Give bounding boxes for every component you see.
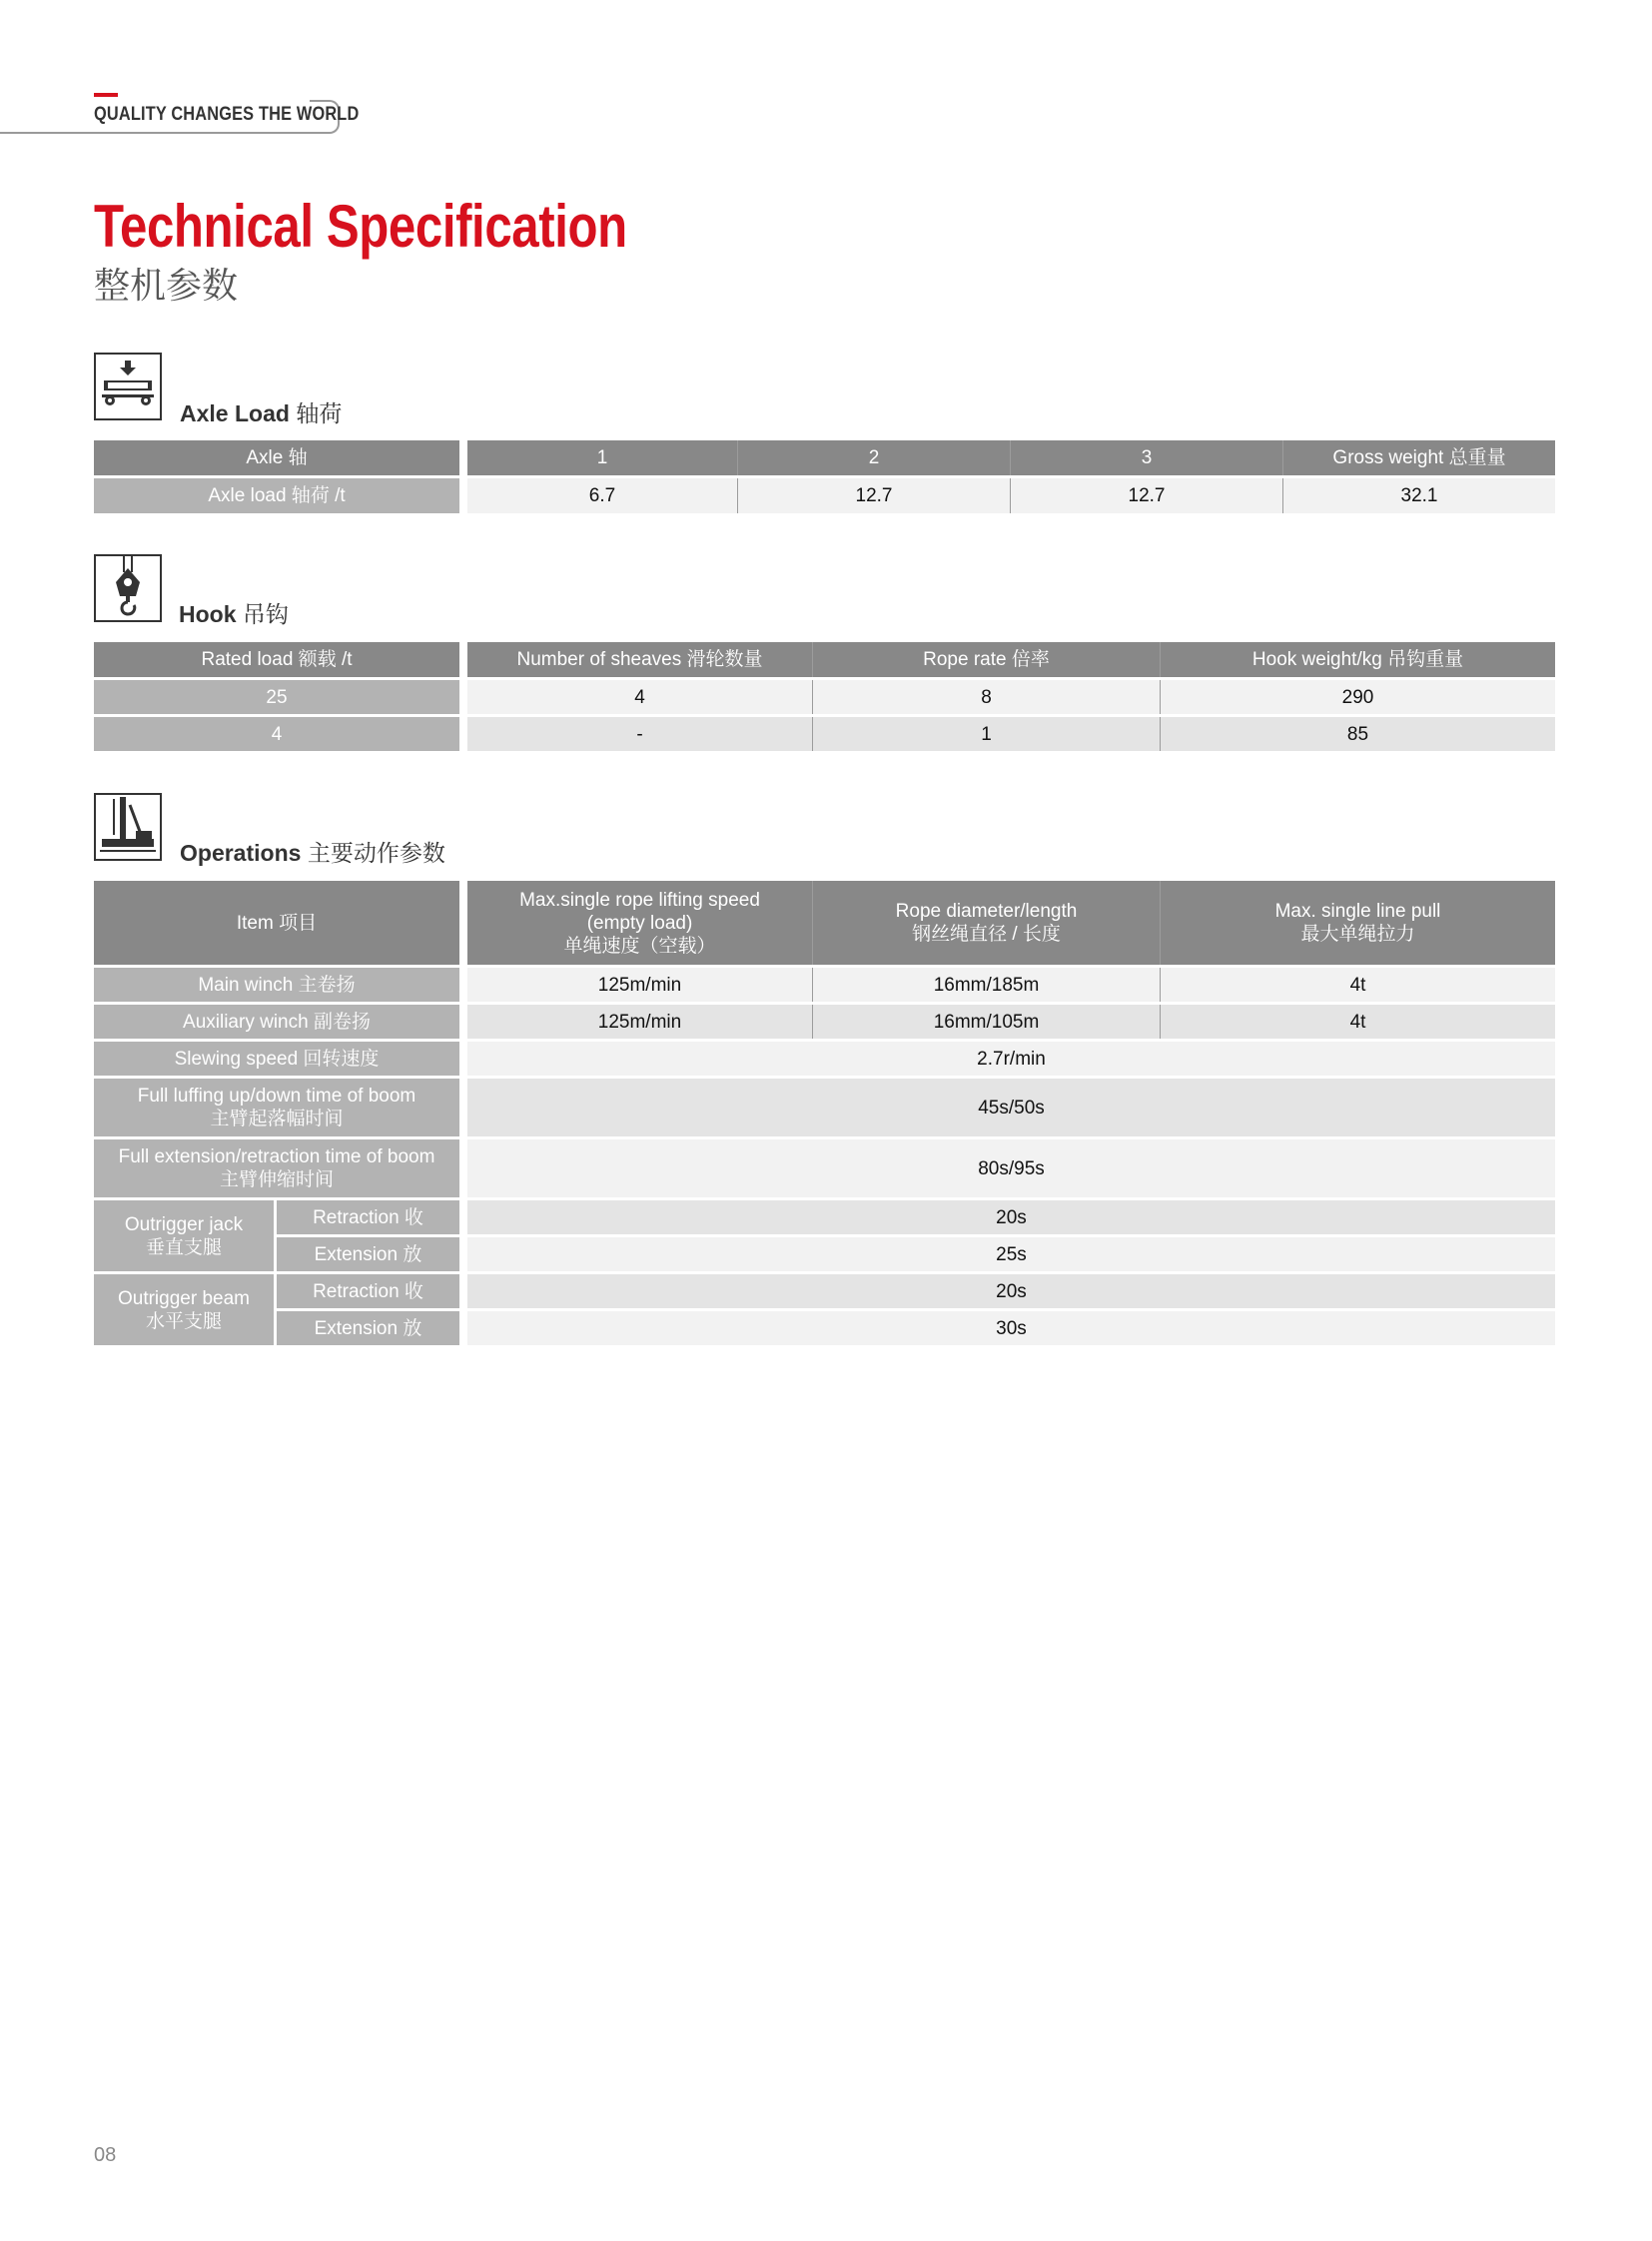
- banner-underline: [0, 132, 330, 134]
- hook-header-sheaves: Number of sheaves 滑轮数量: [467, 642, 812, 677]
- red-accent-bar: [94, 93, 118, 97]
- ops-luffing-label: [94, 1079, 459, 1136]
- ops-beam-retraction-value: 20s: [467, 1274, 1555, 1308]
- hook-header-rope-rate: Rope rate 倍率: [812, 642, 1160, 677]
- operations-section-title: [180, 835, 445, 868]
- ops-jack-retraction-value: 20s: [467, 1200, 1555, 1234]
- hook-section-title-en: Hook: [179, 601, 237, 627]
- ops-aux-winch-rope: 16mm/105m: [812, 1005, 1160, 1039]
- hook-row-value: 8: [812, 680, 1160, 714]
- ops-aux-winch-speed: 125m/min: [467, 1005, 812, 1039]
- hook-block-icon: [94, 554, 162, 622]
- page-title-cn: 整机参数: [94, 265, 239, 306]
- axle-load-icon: [94, 353, 162, 420]
- ops-outrigger-jack-label-en: Outrigger jack: [124, 1213, 244, 1235]
- ops-extension-label: [94, 1139, 459, 1197]
- axle-header-gross: Gross weight 总重量: [1282, 440, 1555, 475]
- hook-row-value: 1: [812, 717, 1160, 751]
- ops-luffing-label-cn: 主臂起落幅时间: [210, 1109, 344, 1129]
- crane-operations-icon: [94, 793, 162, 861]
- ops-jack-extension-label: Extension 放: [277, 1237, 459, 1271]
- ops-extension-label-en: Full extension/retraction time of boom: [118, 1146, 435, 1167]
- ops-beam-extension-label: Extension 放: [277, 1311, 459, 1345]
- ops-extension-label-cn: 主臂伸缩时间: [219, 1169, 334, 1190]
- axle-value-gross: 32.1: [1282, 478, 1555, 513]
- page-number: 08: [94, 2144, 117, 2166]
- ops-header-pull: [1160, 881, 1555, 965]
- hook-row-label: 4: [94, 717, 459, 751]
- ops-header-pull-line: Max. single line pull: [1274, 901, 1441, 922]
- ops-outrigger-beam-label: [94, 1274, 274, 1345]
- ops-outrigger-jack-label-cn: 垂直支腿: [145, 1236, 222, 1258]
- ops-main-winch-pull: 4t: [1160, 968, 1555, 1002]
- hook-row-value: 4: [467, 680, 812, 714]
- hook-section-title: [179, 596, 289, 629]
- ops-extension-value: 80s/95s: [467, 1139, 1555, 1197]
- ops-luffing-label-en: Full luffing up/down time of boom: [137, 1086, 416, 1107]
- ops-luffing-value: 45s/50s: [467, 1079, 1555, 1136]
- axle-header-3: 3: [1010, 440, 1282, 475]
- ops-main-winch-rope: 16mm/185m: [812, 968, 1160, 1002]
- top-banner: [0, 93, 360, 133]
- ops-outrigger-jack-label: [94, 1200, 274, 1271]
- hook-header-rated-load: Rated load 额载 /t: [94, 642, 459, 677]
- hook-row-value: 290: [1160, 680, 1555, 714]
- axle-section-title-en: Axle Load: [180, 400, 290, 426]
- axle-header-2: 2: [737, 440, 1010, 475]
- hook-row-label: 25: [94, 680, 459, 714]
- axle-header-1: 1: [467, 440, 737, 475]
- axle-value-3: 12.7: [1010, 478, 1282, 513]
- ops-aux-winch-label: Auxiliary winch 副卷扬: [94, 1005, 459, 1039]
- ops-header-speed-line: Max.single rope lifting speed: [519, 889, 760, 911]
- ops-slewing-value: 2.7r/min: [467, 1042, 1555, 1076]
- ops-jack-retraction-label: Retraction 收: [277, 1200, 459, 1234]
- ops-header-speed-line: (empty load): [586, 912, 693, 934]
- ops-outrigger-beam-label-en: Outrigger beam: [117, 1287, 250, 1309]
- ops-header-rope-line: Rope diameter/length: [895, 901, 1078, 922]
- ops-header-rope: [812, 881, 1160, 965]
- page-title: Technical Specification: [94, 193, 627, 260]
- axle-value-1: 6.7: [467, 478, 737, 513]
- hook-section-title-cn: 吊钩: [242, 601, 289, 627]
- hook-row-value: -: [467, 717, 812, 751]
- ops-header-speed-line: 单绳速度（空载）: [563, 935, 716, 957]
- ops-main-winch-label: Main winch 主卷扬: [94, 968, 459, 1002]
- ops-outrigger-beam-label-cn: 水平支腿: [145, 1310, 222, 1332]
- hook-row-value: 85: [1160, 717, 1555, 751]
- ops-main-winch-speed: 125m/min: [467, 968, 812, 1002]
- ops-beam-retraction-label: Retraction 收: [277, 1274, 459, 1308]
- operations-section-title-cn: 主要动作参数: [307, 840, 445, 866]
- axle-value-2: 12.7: [737, 478, 1010, 513]
- axle-header-label: Axle 轴: [94, 440, 459, 475]
- ops-slewing-label: Slewing speed 回转速度: [94, 1042, 459, 1076]
- operations-section-title-en: Operations: [180, 840, 302, 866]
- axle-row-label: Axle load 轴荷 /t: [94, 478, 459, 513]
- slogan: QUALITY CHANGES THE WORLD: [94, 104, 360, 125]
- ops-header-pull-line: 最大单绳拉力: [1300, 924, 1415, 945]
- ops-header-item: Item 项目: [94, 881, 459, 965]
- ops-header-rope-line: 钢丝绳直径 / 长度: [912, 924, 1061, 945]
- hook-header-weight: Hook weight/kg 吊钩重量: [1160, 642, 1555, 677]
- axle-section-title: [180, 395, 342, 428]
- ops-aux-winch-pull: 4t: [1160, 1005, 1555, 1039]
- ops-header-speed: [467, 881, 812, 965]
- axle-section-title-cn: 轴荷: [296, 400, 343, 426]
- ops-beam-extension-value: 30s: [467, 1311, 1555, 1345]
- ops-jack-extension-value: 25s: [467, 1237, 1555, 1271]
